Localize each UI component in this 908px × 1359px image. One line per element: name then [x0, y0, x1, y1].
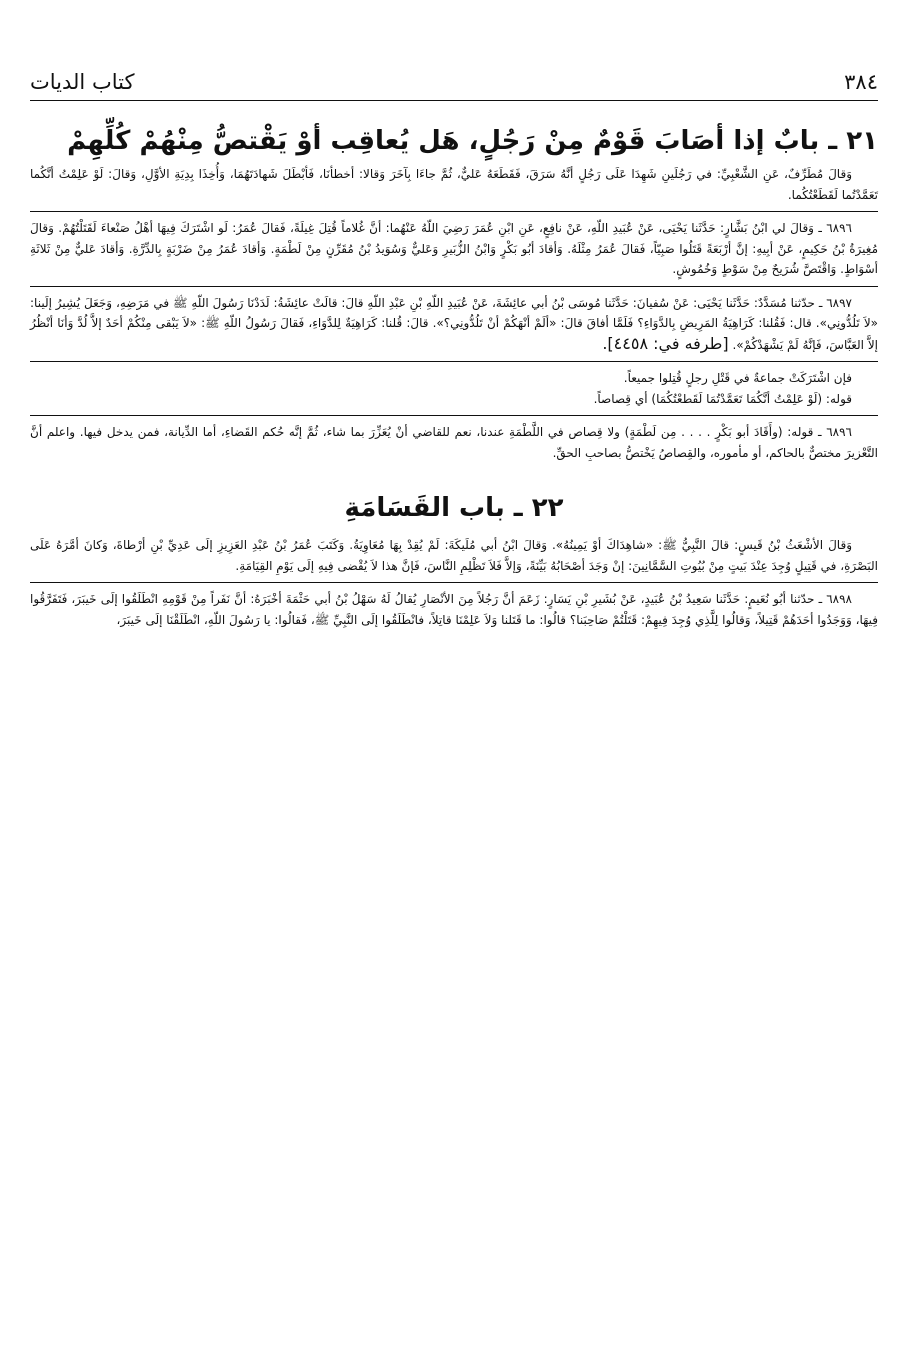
hadith-6897 — [30, 293, 878, 356]
commentary-line-2: قوله: (لَوْ عَلِمْتُ أنَّكُمَا تَعَمَّدْتُمَا لَقَطعْتُكُمَا) أي قِصاصاً. — [593, 391, 852, 406]
commentary-block — [30, 361, 878, 409]
commentary-6896: ٦٨٩٦ ـ قوله: (وأَقَادَ أبو بَكْرٍ . . . . مِن لَطْمَةٍ) ولا قِصاص في اللَّطْمَةِ عندنا، نعم للقاضي أنْ يُعَزِّرَ بما شاء، ثُمَّ إنَّه حُكم القَضاءِ، أما الدِّيانة، فمن يدخل فيها. واعلم أنَّ التَّعْزيرَ مختصٌّ بالحاكم، أو مأموره، والقِصاصُ يَخْتصُّ بصاحبِ الحقِّ. — [30, 425, 878, 460]
running-header — [30, 58, 878, 101]
chapter-22-intro: وَقالَ الأشْعَثُ بْنُ قَيسٍ: قالَ النَّبِيُّ ﷺ: «شاهِدَاكَ أوْ يَمِينُهُ». وَقالَ ابْنُ أبي مُلَيكَةَ: لَمْ يُقِدْ بِهَا مُعَاوِيَةُ. وَكَتَبَ عُمَرُ بْنُ عَبْدِ العَزِيزِ إلَى عَدِيِّ بْنِ أرْطاةَ، وَكانَ أمَّرَهُ عَلَى البَصْرَةِ، في قَتِيلٍ وُجِدَ عِنْدَ بَيتٍ مِنْ بُيُوتِ السَّمَّانِينَ: إنْ وَجَدَ أصْحَابُهُ بَيِّنَةً، وَإلاَّ فَلاَ تَظْلِمِ النَّاسَ، فَإنَّ هذا لاَ يُقْضى فِيهِ إلَى يَوْمِ القِيَامَةِ. — [30, 538, 878, 573]
hadith-6897-text: ٦٨٩٧ ـ حدّثنا مُسَدَّدٌ: حَدَّثَنا يَحْيَى: عَنْ سُفيانَ: حَدَّثَنا مُوسَى بْنُ أبي عائِشَةَ، عَنْ عُبَيدِ اللّهِ بْنِ عَبْدِ اللّهِ قالَ: قالَتْ عائِشَةُ: لَدَدْنَا رَسُولَ اللّهِ ﷺ في مَرَضِهِ، وَجَعَلَ يُشِيرُ إلَينا: «لاَ تَلُدُّونِي». قال: فَقُلنا: كَرَاهِيَةُ المَرِيضِ بِالدَّوَاءِ؟ فَلَمَّا أفاقَ قالَ: «ألَمْ أنْهَكُمْ أنْ تَلُدُّونِي؟». قالَ: قُلنا: كَرَاهِيَةٌ لِلدَّوَاءِ، فَقالَ رَسُولُ اللّهِ ﷺ: «لاَ يَبْقى مِنْكُمْ أحَدٌ إلاَّ لُدَّ وَأنَا أنْظُرُ إلاَّ العَبَّاسَ، فَإنَّهُ لَمْ يَشْهَدْكُمْ». — [30, 295, 878, 352]
hadith-6898-block — [30, 582, 878, 630]
hadith-6896-block — [30, 211, 878, 280]
chapter-21-intro: وَقالَ مُطَرِّفٌ، عَنِ الشَّعْبِيِّ: في رَجُلَينِ شَهِدَا عَلَى رَجُلٍ أنَّهُ سَرَقَ، فَقَطَعَهُ عَليٌّ، ثُمَّ جاءَا بِآخَرَ وَقالا: أخطأنَا، فَأبْطَلَ شَهادَتَهُمَا، وَأُخِذَا بِدِيَةِ الأوَّلِ، وَقالَ: لَوْ عَلِمْتُ أنَّكُما تَعَمَّدْتُما لَقَطَعْتُكُما. — [30, 167, 878, 202]
commentary-6896-block — [30, 415, 878, 463]
hadith-6898: ٦٨٩٨ ـ حدّثنا أبُو نُعَيمٍ: حَدَّثَنا سَعِيدُ بْنُ عُبَيدٍ، عَنْ بُشَيرِ بْنِ يَسَارٍ: زَعَمَ أنَّ رَجُلاً مِنَ الأنْصَارِ يُقالُ لَهُ سَهْلُ بْنُ أبي حَثْمَةَ أخْبَرَهُ: أنَّ نَفَراً مِنْ قَوْمِهِ انْطَلَقُوا إلَى خَيبَرَ، فَتَفَرَّقُوا فِيهَا، وَوَجَدُوا أحَدَهُمْ قَتِيلاً، وَقالُوا لِلَّذِي وُجِدَ فِيهِمْ: قَتَلْتُمْ صَاحِبَنا؟ قالُوا: ما قَتَلنا وَلاَ عَلِمْنَا قاتِلاً، فانْطَلَقُوا إلَى النَّبِيِّ ﷺ، فَقالُوا: يا رَسُولَ اللّهِ، انْطَلَقْنَا إلَى خَيبَرَ، — [30, 592, 878, 627]
chapter-22-title: ٢٢ ـ باب القَسَامَةِ — [344, 493, 564, 523]
book-title: كتاب الديات — [30, 70, 135, 94]
chapter-21-title: ٢١ ـ بابٌ إذا أصَابَ قَوْمٌ مِنْ رَجُلٍ، هَل يُعاقِب أوْ يَقْتصُّ مِنْهُمْ كُلِّهِمْ — [67, 126, 878, 156]
hadith-6896: ٦٨٩٦ ـ وَقالَ لي ابْنُ بَشَّارٍ: حَدَّثَنا يَحْيَى، عَنْ عُبَيدِ اللّهِ، عَنْ نافِعٍ، عَنِ ابْنِ عُمَرَ رَضِيَ اللّهُ عَنْهُما: أنَّ غُلاماً قُتِلَ غِيلَةً، فَقالَ عُمَرُ: لَو اشْتَرَكَ فِيهَا أهْلُ صَنْعاءَ لَقَتَلْتُهُمْ. وَقالَ مُغِيرَةُ بْنُ حَكِيمٍ، عَنْ أبِيهِ: إنَّ أرْبَعَةً قَتَلُوا صَبِيّاً، فَقالَ عُمَرُ مِثْلَهُ. وَأقادَ أبُو بَكْرٍ وَابْنُ الزُّبَيرِ وَعَليٌّ وَسُوَيدُ بْنُ مُقَرِّنٍ مِنْ لَطْمَةٍ. وَأقادَ عُمَرُ مِنْ ضَرْبَةٍ بِالدِّرَّةِ. وَأقادَ عَليٌّ مِنْ ثَلاثَةِ أسْوَاطٍ. وَاقْتَصَّ شُرَيحٌ مِنْ سَوْطٍ وَخُمُوشٍ. — [30, 221, 878, 276]
commentary-line-1: فإن اشْتَرَكَتْ جماعةٌ في قَتْلِ رجلٍ قُتِلوا جميعاً. — [623, 371, 852, 385]
page-body — [30, 118, 878, 1359]
page-number: ٣٨٤ — [844, 70, 878, 94]
hadith-6897-block — [30, 286, 878, 356]
hadith-6897-reference: [طرفه في: ٤٤٥٨]. — [602, 333, 729, 353]
